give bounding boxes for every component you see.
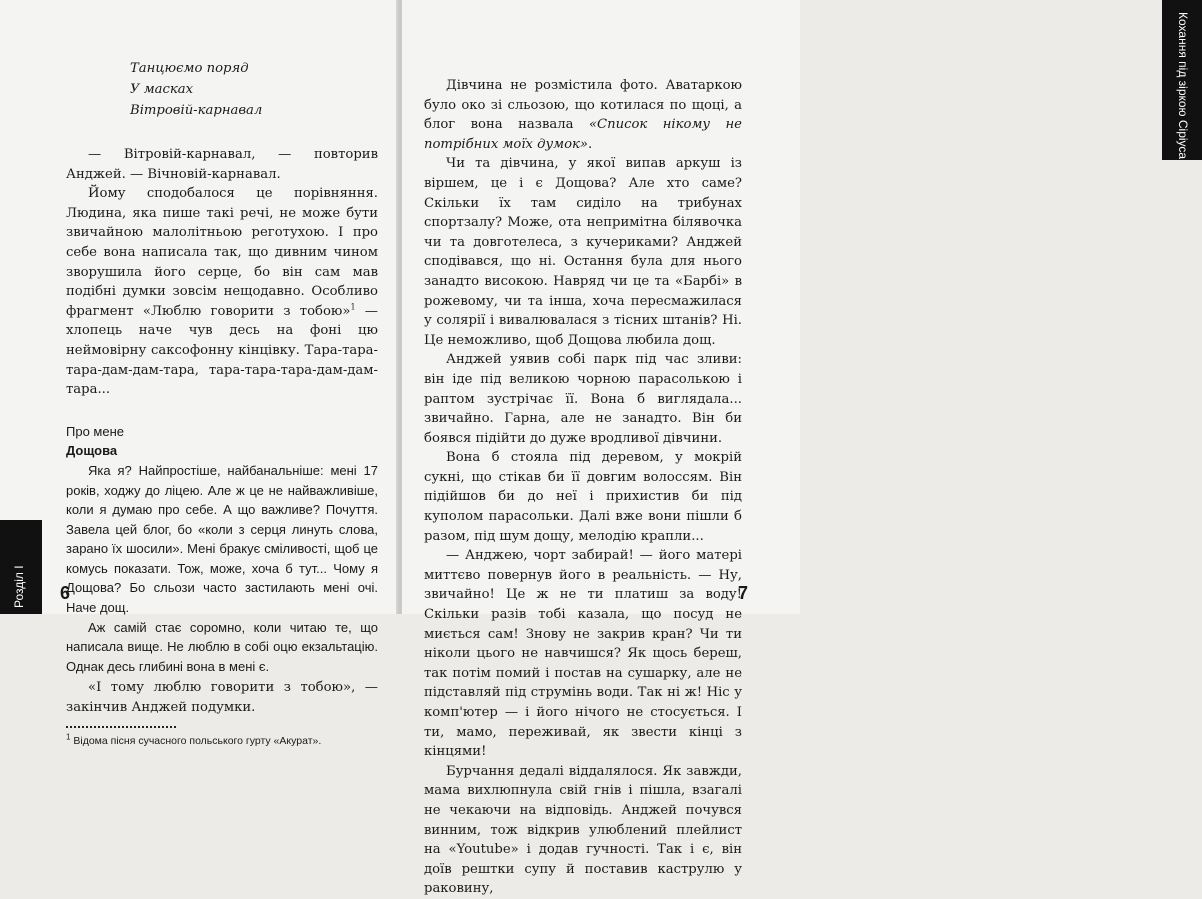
blog-paragraph: Яка я? Найпростіше, найбанальніше: мені 17 років, ходжу до ліцею. Але ж це не найважливіше, коли я думаю про себе. А що важливе? Почуття. Завела цей блог, бо «коли з серця линуть слова, зарано їх шосили». Мені бракує сміливості, щоб це комусь показати. Тож, може, хоча б тут... Чому я Дощова? Бо сльози часто застилають мені очі. Наче дощ. (66, 462, 378, 616)
right-page-text (424, 76, 742, 899)
section-tab-label: Розділ I (12, 565, 26, 608)
paragraph: Анджей уявив собі парк під час зливи: він іде під великою чорною парасолькою і раптом зустрічає її. Вона б виглядала... звичайно. Гарна, але не занадто. Він би боявся підійти до дуже вродливої дівчини. (424, 352, 742, 446)
blog-excerpt (66, 422, 378, 677)
verse-line: У масках (130, 82, 194, 97)
footnote-number: 1 (66, 732, 71, 742)
footnote: $^1$ Відома пісня сучасного польського гурту «Акурат». (66, 732, 322, 747)
page-number-left: 6 (60, 583, 71, 603)
running-head-tab (1162, 0, 1202, 160)
paragraph: Йому сподобалося це порівняння. Людина, яка пише такі речі, не може бути звичайною малолітньою реготухою. І про себе вона написала так, що дивним чином зворушила його серце, бо він сам мав подібні думки зовсім нещодавно. Особливо фрагмент «Люблю говорити з тобою»$^1$ — хлопець наче чув десь на фоні цю неймовірну саксофонну кінцівку. Тара-тара-тара-дам-дам-тара, тара-тара-тара-дам-дам-тара... (66, 186, 378, 398)
footnote-ref: 1 (350, 302, 356, 312)
paragraph: «І тому люблю говорити з тобою», — закінчив Анджей подумки. (66, 680, 378, 716)
section-tab (0, 520, 42, 614)
left-page-text (66, 58, 378, 748)
blog-author: Дощова (66, 443, 118, 459)
paragraph: — Анджею, чорт забирай! — його матері миттєво повернув його в реальність. — Ну, звичайно! Це ж не ти платиш за воду! Скільки разів тобі казала, що посуд не миється сам! Знову не закрив кран? Чи ти ніколи цього не навчишся? Як щось береш, так потім помий і постав на сушарку, але не підставляй під струмінь води. Так ні ж! Ніс у комп'ютер — і його нічого не стосується. І ти, мамо, переживай, як звести кінці з кінцями! (424, 548, 742, 760)
blog-heading: Про мене (66, 423, 124, 439)
paragraph: Вона б стояла під деревом, у мокрій сукні, що стікав би її довгим волоссям. Він підійшов би до неї і прихистив би під куполом парасольки. Далі вже вони пішли б разом, під шум дощу, мелодію крапли... (424, 450, 742, 544)
running-head: Кохання під зіркою Сіріуса (1176, 12, 1190, 160)
paragraph: Дівчина не розмістила фото. Аватаркою було око зі сльозою, що котилася по щоці, а блог вона назвала «Список нікому не потрібних моїх думок». (424, 78, 742, 152)
blog-title: «Список нікому не потрібних моїх думок» (424, 117, 742, 152)
paragraph: Бурчання дедалі віддалялося. Як завжди, мама вихлюпнула свій гнів і пішла, взагалі не чекаючи на відповідь. Анджей почувся винним, тож відкрив улюблений плейлист на «Youtube» і додав гучності. Так і є, він доїв рештки супу й поставив каструлю у раковину, (424, 763, 742, 897)
paragraph: Чи та дівчина, у якої випав аркуш із віршем, це і є Дощова? Але хто саме? Скільки їх там сиділо на трибунах спортзалу? Може, ота непримітна білявочка чи та довготелеса, з кучериками? Анджей сподівався, що ні. Остання була для нього занадто високою. Навряд чи це та «Барбі» в рожевому, чи та інша, хоча пересмажилася у солярії і вивалювалася з тісних штанів? Ні. Це неможливо, щоб Дощова любила дощ. (424, 156, 742, 348)
verse-line: Вітровій-карнавал (130, 103, 263, 118)
blog-paragraph: Аж самій стає соромно, коли читаю те, що написала вище. Не люблю в собі оцю екзальтацію. Однак десь глибині вона в мені є. (66, 619, 378, 674)
footnote-divider (66, 726, 176, 728)
paragraph: — Вітровій-карнавал, — повторив Анджей. — Вічновій-карнавал. (66, 147, 378, 182)
poem-verse (130, 58, 378, 121)
verse-line: Танцюємо поряд (130, 61, 249, 76)
page-number-right: 7 (738, 583, 749, 603)
